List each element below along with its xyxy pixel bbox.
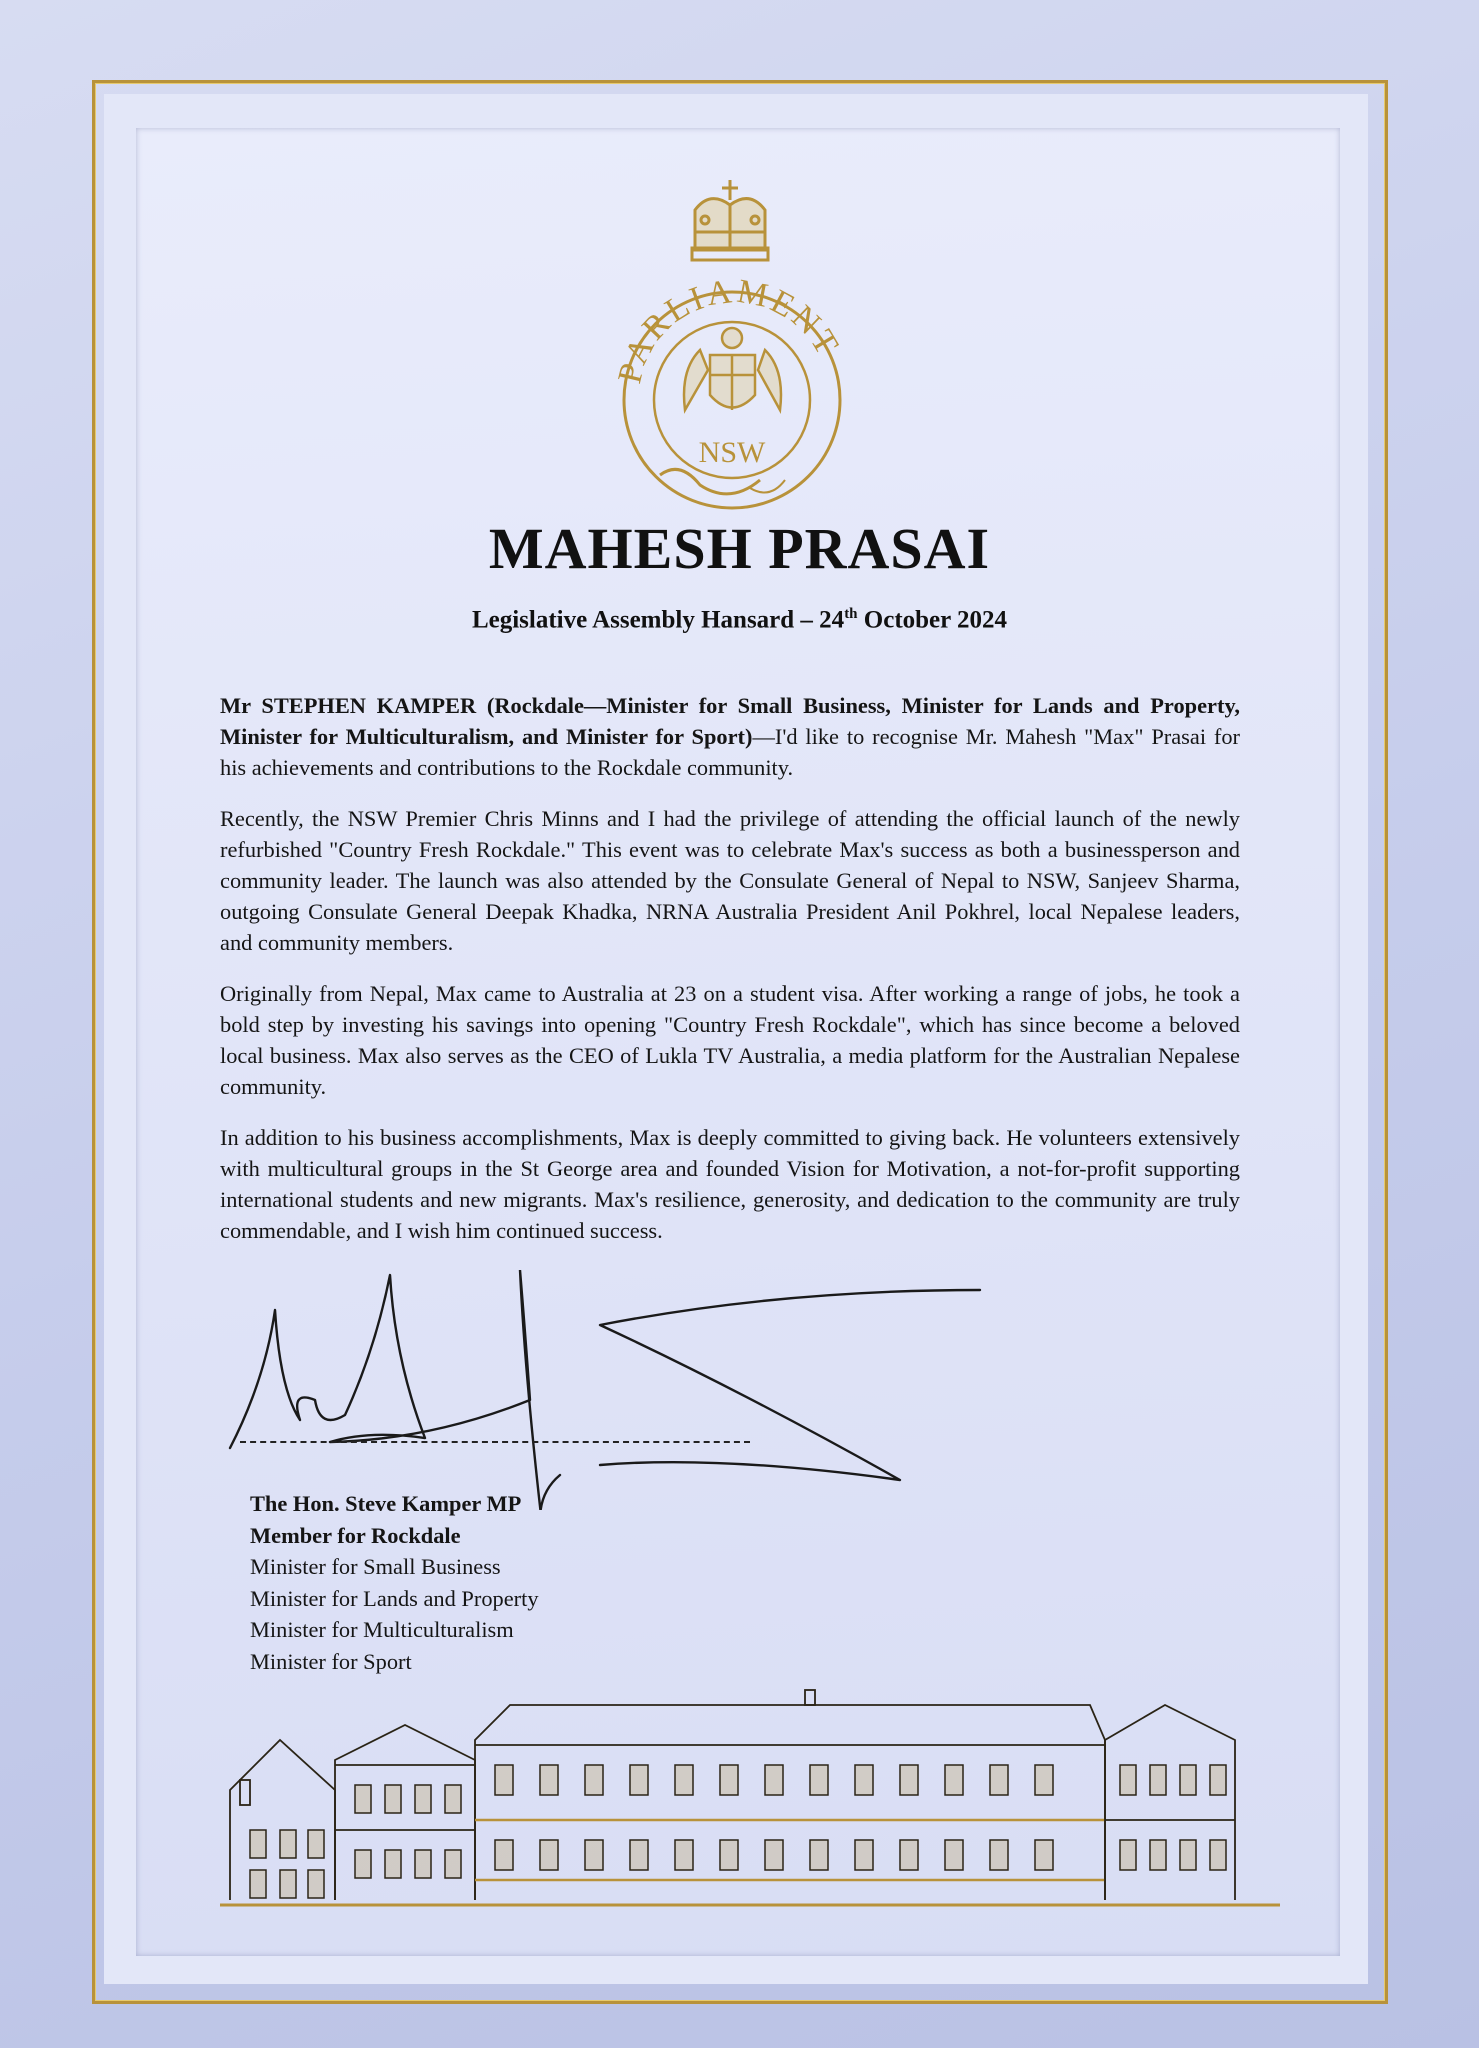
signatory-role: Minister for Lands and Property bbox=[250, 1585, 539, 1611]
subtitle-prefix: Legislative Assembly Hansard – 24 bbox=[471, 606, 845, 634]
signature-line bbox=[240, 1441, 750, 1443]
paragraph-1 bbox=[220, 690, 1240, 783]
handwritten-signature bbox=[220, 1270, 1020, 1510]
signatory-role: Minister for Multiculturalism bbox=[250, 1617, 514, 1642]
hansard-subtitle bbox=[0, 606, 1479, 634]
signatory-block bbox=[250, 1488, 539, 1677]
speech-body bbox=[220, 690, 1240, 1266]
signatory-role: Minister for Sport bbox=[250, 1648, 412, 1674]
paragraph-3: Originally from Nepal, Max came to Australia at 23 on a student visa. After working a range of jobs, he took a bold step by investing his savings into opening "Country Fresh Rockdale", which has since become a beloved local business. Max also serves as the CEO of Lukla TV Australia, a media platform for the Australian Nepalese community. bbox=[220, 981, 1240, 1099]
signatory-seat: Member for Rockdale bbox=[250, 1522, 461, 1548]
crest-top-text: PARLIAMENT bbox=[611, 272, 847, 387]
subtitle-suffix: October 2024 bbox=[857, 606, 1008, 634]
recipient-name-title: MAHESH PRASAI bbox=[488, 516, 991, 581]
paragraph-4: In addition to his business accomplishments, Max is deeply committed to giving back. He volunteers extensively with multicultural groups in the St George area and founded Vision for Motivation, a not-for-profit supporting international students and new migrants. Max's resilience, generosity, and dedication to the community are truly commendable, and I wish him continued success. bbox=[220, 1125, 1240, 1243]
speaker-heading: Mr STEPHEN KAMPER (Rockdale—Minister for Small Business, Minister for Lands and Property, Minister for Multiculturalism, and Minister for Sport) bbox=[220, 693, 1240, 749]
signatory-role: Minister for Small Business bbox=[250, 1554, 501, 1579]
parliament-house-illustration bbox=[220, 1670, 1280, 1920]
subtitle-ordinal: th bbox=[844, 606, 858, 622]
parliament-nsw-crest-icon bbox=[600, 170, 860, 510]
crest-bottom-text: NSW bbox=[698, 436, 766, 469]
paragraph-1-text: —I'd like to recognise Mr. Mahesh "Max" Prasai for his achievements and contributions to the Rockdale community. bbox=[220, 724, 1241, 780]
signatory-name: The Hon. Steve Kamper MP bbox=[250, 1491, 522, 1516]
paragraph-2: Recently, the NSW Premier Chris Minns and I had the privilege of attending the official launch of the newly refurbished "Country Fresh Rockdale." This event was to celebrate Max's success as both a businessperson and community leader. The launch was also attended by the Consulate General of Nepal to NSW, Sanjeev Sharma, outgoing Consulate General Deepak Khadka, NRNA Australia President Anil Pokhrel, local Nepalese leaders, and community members. bbox=[220, 806, 1240, 955]
